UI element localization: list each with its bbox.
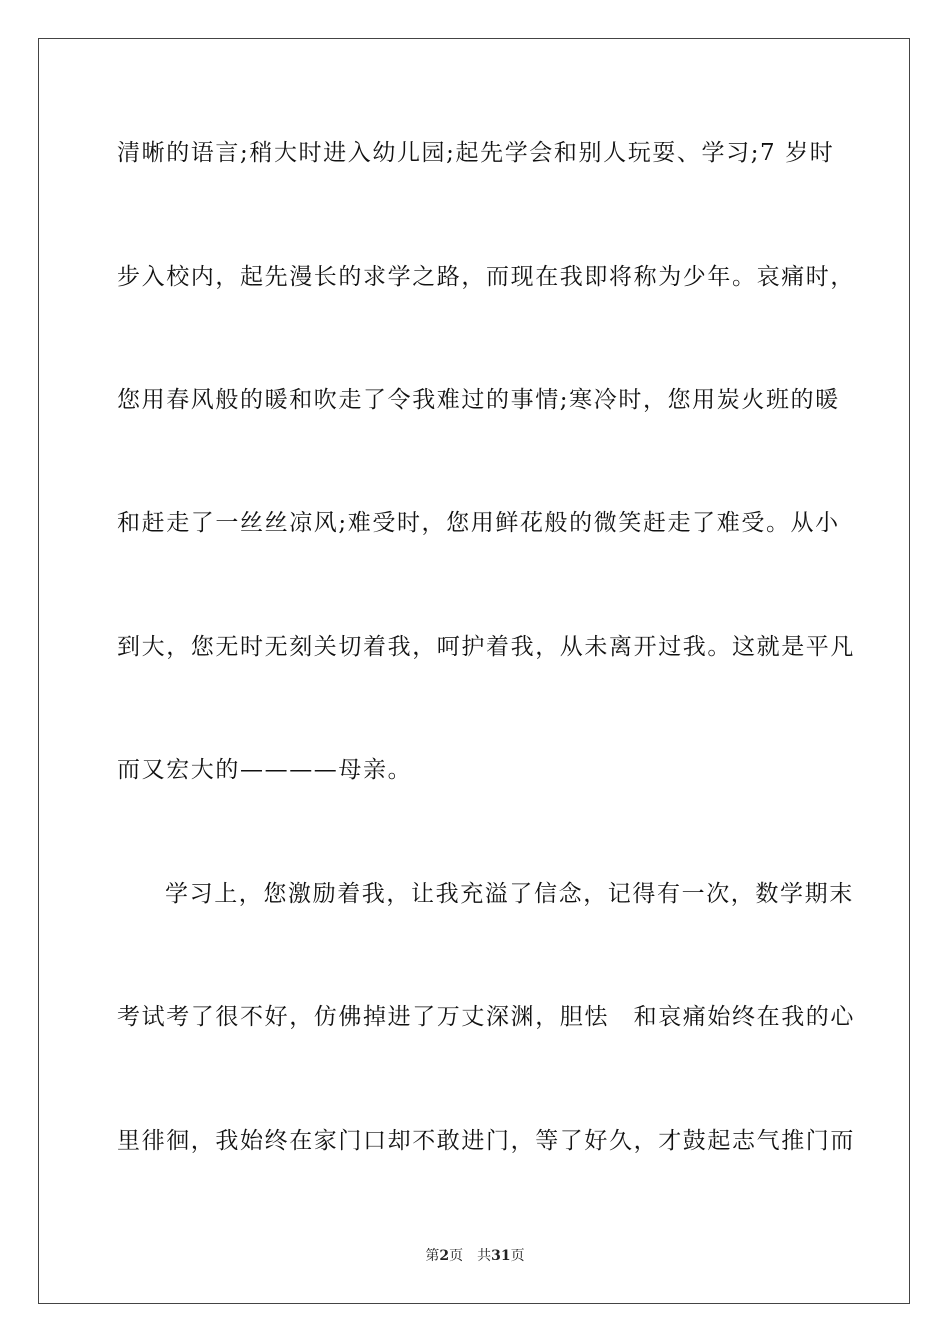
page-footer bbox=[0, 1247, 950, 1265]
footer-current-page: 2 bbox=[439, 1248, 450, 1264]
body-text-line-9: 里徘徊，我始终在家门口却不敢进门，等了好久，才鼓起志气推门而 bbox=[117, 1128, 855, 1154]
footer-total-pages: 31 bbox=[491, 1248, 511, 1264]
footer-middle: 页 共 bbox=[449, 1248, 492, 1264]
body-text-line-6: 而又宏大的————母亲。 bbox=[117, 757, 413, 783]
body-text-line-2: 步入校内，起先漫长的求学之路，而现在我即将称为少年。哀痛时， bbox=[117, 264, 855, 290]
footer-prefix: 第 bbox=[425, 1248, 440, 1264]
footer-suffix: 页 bbox=[510, 1248, 525, 1264]
page-border bbox=[38, 38, 910, 1304]
body-text-line-4: 和赶走了一丝丝凉风;难受时，您用鲜花般的微笑赶走了难受。从小 bbox=[117, 510, 840, 536]
body-text-line-7: 学习上，您激励着我，让我充溢了信念，记得有一次，数学期末 bbox=[165, 881, 854, 907]
body-text-line-3: 您用春风般的暖和吹走了令我难过的事情;寒冷时，您用炭火班的暖 bbox=[117, 387, 840, 413]
body-text-line-5: 到大，您无时无刻关切着我，呵护着我，从未离开过我。这就是平凡 bbox=[117, 634, 855, 660]
body-text-line-1: 清晰的语言;稍大时进入幼儿园;起先学会和别人玩耍、学习;7 岁时 bbox=[117, 140, 835, 166]
body-text-line-8: 考试考了很不好，仿佛掉进了万丈深渊，胆怯 和哀痛始终在我的心 bbox=[117, 1004, 855, 1030]
